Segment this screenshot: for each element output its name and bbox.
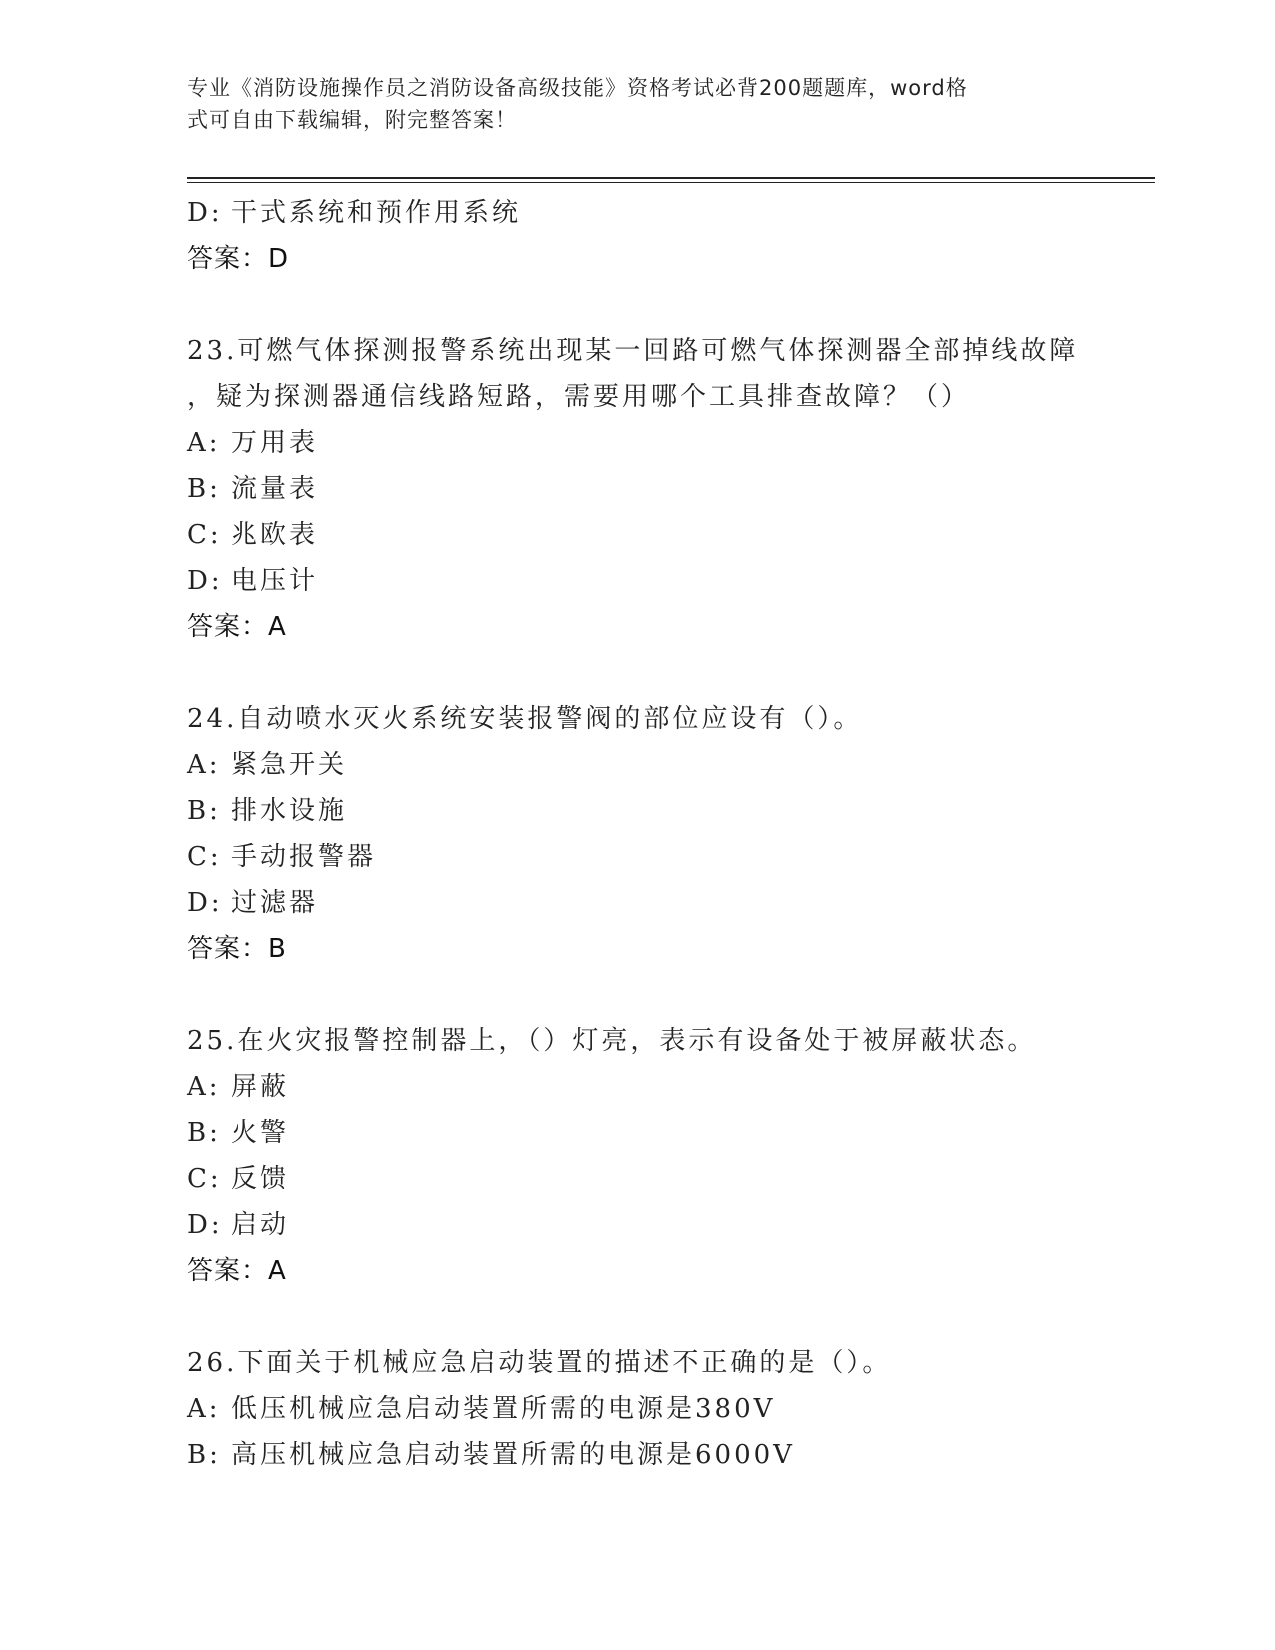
option-text: 屏蔽 [231, 1072, 290, 1102]
header-line-1: 专业《消防设施操作员之消防设备高级技能》资格考试必背200题题库，word格 [187, 76, 968, 100]
question-25 [187, 1018, 1087, 1294]
option-label: B: [187, 796, 221, 826]
option-c [187, 512, 1087, 558]
option-d [187, 558, 1087, 604]
spacer [187, 972, 1087, 1018]
header-divider-thin [187, 182, 1155, 183]
spacer [187, 282, 1087, 328]
option-label: A: [187, 428, 221, 458]
page-header [187, 72, 1067, 136]
question-stem: 25.在火灾报警控制器上，（）灯亮，表示有设备处于被屏蔽状态。 [187, 1026, 1037, 1056]
option-text: 反馈 [231, 1164, 290, 1194]
option-label: B: [187, 1440, 221, 1470]
option-b [187, 1432, 1087, 1478]
question-stem: 26.下面关于机械应急启动装置的描述不正确的是（）。 [187, 1348, 892, 1378]
option-label: A: [187, 750, 221, 780]
question-23 [187, 328, 1087, 650]
answer-line: 答案：A [187, 612, 287, 642]
option-label: D: [187, 1210, 223, 1240]
option-label: D: [187, 198, 223, 228]
question-24 [187, 696, 1087, 972]
question-stem: 24.自动喷水灭火系统安装报警阀的部位应设有（）。 [187, 704, 863, 734]
option-text: 流量表 [231, 474, 319, 504]
option-text: 万用表 [231, 428, 319, 458]
header-line-2: 式可自由下载编辑，附完整答案！ [187, 108, 517, 132]
option-text: 高压机械应急启动装置所需的电源是6000V [231, 1440, 795, 1470]
option-label: C: [187, 1164, 222, 1194]
question-content [187, 190, 1087, 1478]
option-text: 电压计 [231, 566, 319, 596]
option-text: 兆欧表 [231, 520, 319, 550]
option-label: D: [187, 888, 223, 918]
option-text: 启动 [231, 1210, 290, 1240]
option-text: 火警 [231, 1118, 290, 1148]
option-label: C: [187, 842, 222, 872]
question-stem: 23.可燃气体探测报警系统出现某一回路可燃气体探测器全部掉线故障 [187, 336, 1079, 366]
option-text: 手动报警器 [231, 842, 377, 872]
option-c [187, 834, 1087, 880]
option-label: B: [187, 1118, 221, 1148]
option-a [187, 1064, 1087, 1110]
option-text: 排水设施 [231, 796, 348, 826]
option-label: D: [187, 566, 223, 596]
answer-line: 答案：B [187, 934, 287, 964]
option-a [187, 742, 1087, 788]
option-text: 紧急开关 [231, 750, 348, 780]
option-label: B: [187, 474, 221, 504]
option-d [187, 1202, 1087, 1248]
option-d [187, 880, 1087, 926]
option-c [187, 1156, 1087, 1202]
option-a [187, 420, 1087, 466]
option-text: 过滤器 [231, 888, 319, 918]
answer-line: 答案：D [187, 244, 290, 274]
option-b [187, 1110, 1087, 1156]
header-divider-thick [187, 177, 1155, 179]
option-b [187, 788, 1087, 834]
spacer [187, 650, 1087, 696]
option-label: A: [187, 1394, 221, 1424]
option-text: 干式系统和预作用系统 [231, 198, 522, 228]
option-d [187, 190, 1087, 236]
option-b [187, 466, 1087, 512]
spacer [187, 1294, 1087, 1340]
option-label: A: [187, 1072, 221, 1102]
question-stem-continued: ，疑为探测器通信线路短路，需要用哪个工具排查故障？（） [187, 382, 971, 412]
option-label: C: [187, 520, 222, 550]
option-a [187, 1386, 1087, 1432]
option-text: 低压机械应急启动装置所需的电源是380V [231, 1394, 776, 1424]
answer-line: 答案：A [187, 1256, 287, 1286]
question-26 [187, 1340, 1087, 1478]
